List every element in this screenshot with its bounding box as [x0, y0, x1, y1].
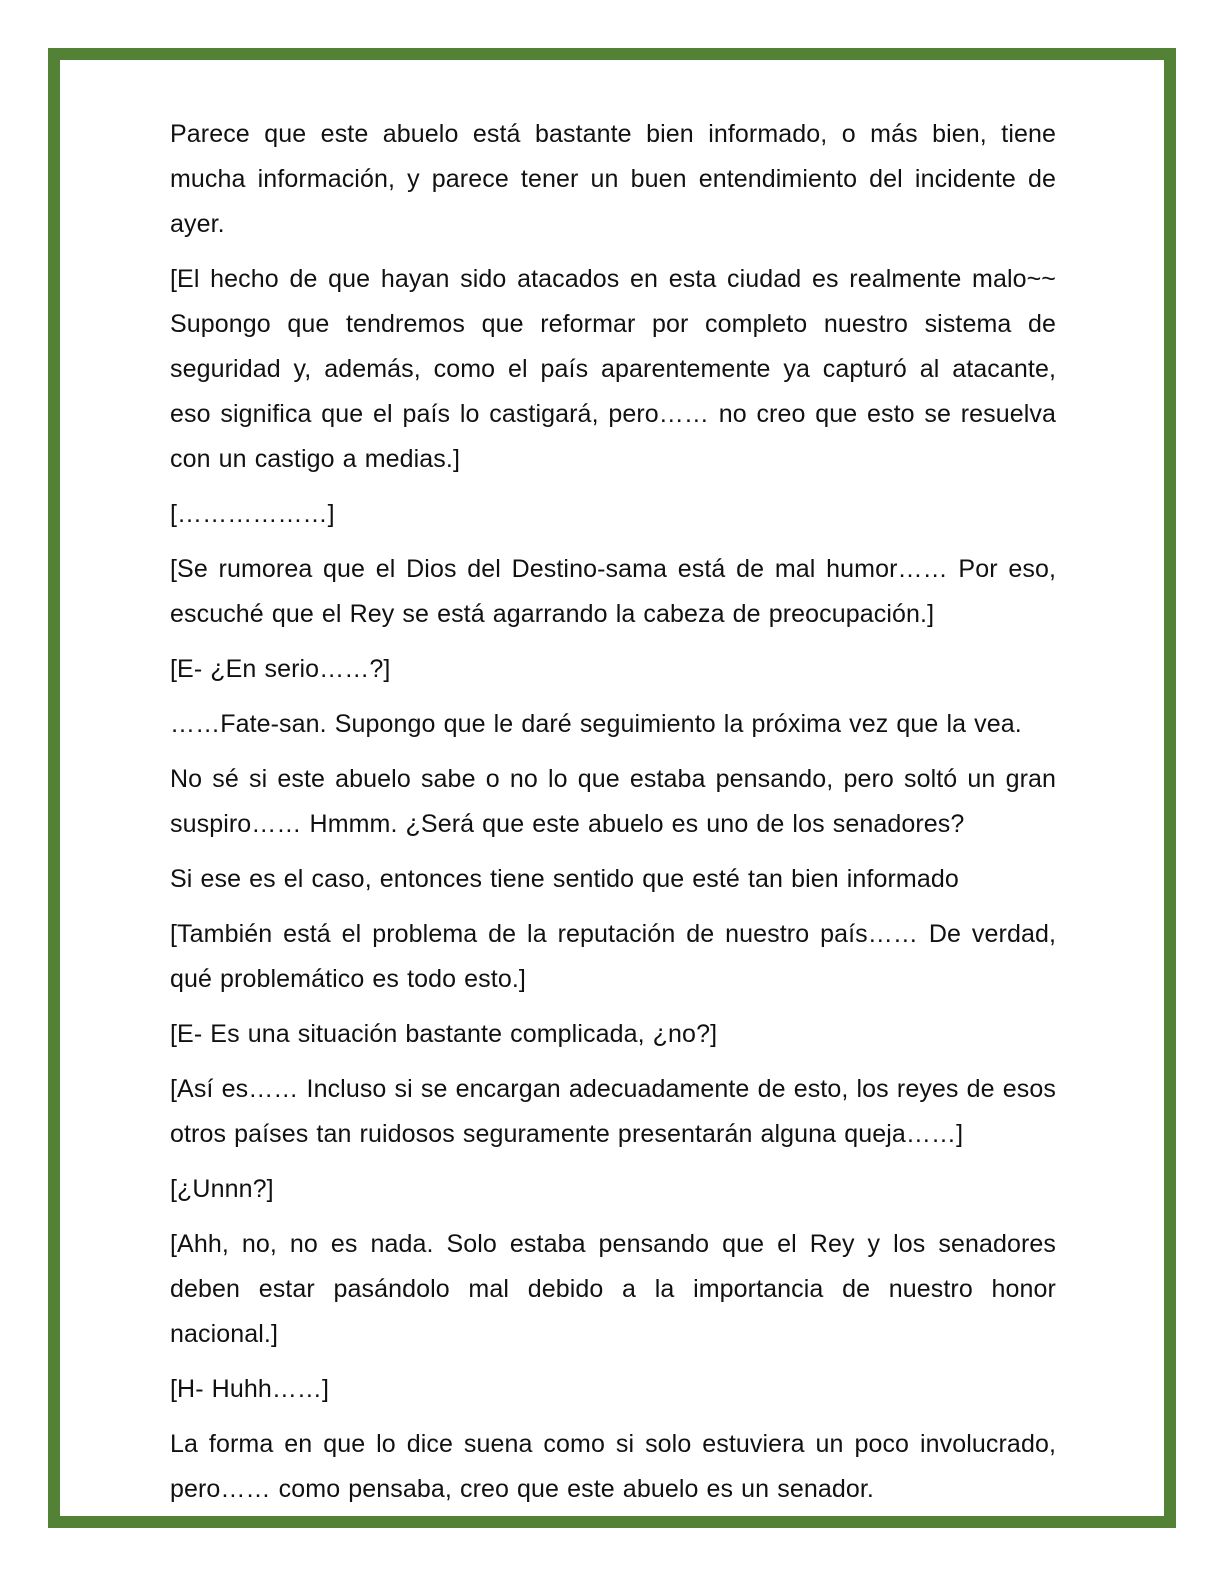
paragraph: [E- Es una situación bastante complicada, ¿no?] [170, 1020, 718, 1048]
paragraph: [Se rumorea que el Dios del Destino-sama está de mal humor…… Por eso, escuché que el Rey se está agarrando la cabeza de preocupación.] [170, 555, 1056, 628]
paragraph: ……Fate-san. Supongo que le daré seguimiento la próxima vez que la vea. [170, 710, 1022, 738]
paragraph: [El hecho de que hayan sido atacados en esta ciudad es realmente malo~~ Supongo que tendremos que reformar por completo nuestro sistema de seguridad y, además, como el país aparentemente ya capturó al atacante, eso significa que el país lo castigará, pero…… no creo que esto se resuelva con un castigo a medias.] [170, 265, 1056, 473]
page-frame [48, 48, 1176, 1528]
paragraph: [………………] [170, 500, 335, 528]
paragraph: [Así es…… Incluso si se encargan adecuadamente de esto, los reyes de esos otros países tan ruidosos seguramente presentarán alguna queja……] [170, 1075, 1056, 1148]
paragraph: [También está el problema de la reputación de nuestro país…… De verdad, qué problemático es todo esto.] [170, 920, 1056, 993]
paragraph: La forma en que lo dice suena como si solo estuviera un poco involucrado, pero…… como pensaba, creo que este abuelo es un senador. [170, 1430, 1056, 1503]
paragraph: Si ese es el caso, entonces tiene sentido que esté tan bien informado [170, 865, 959, 893]
paragraph: [Ahh, no, no es nada. Solo estaba pensando que el Rey y los senadores deben estar pasándolo mal debido a la importancia de nuestro honor nacional.] [170, 1230, 1056, 1348]
paragraph: No sé si este abuelo sabe o no lo que estaba pensando, pero soltó un gran suspiro…… Hmmm. ¿Será que este abuelo es uno de los senadores? [170, 765, 1056, 838]
paragraph: [H- Huhh……] [170, 1375, 330, 1403]
text-content [170, 112, 1056, 1522]
paragraph: [¿Unnn?] [170, 1175, 274, 1203]
paragraph: Parece que este abuelo está bastante bien informado, o más bien, tiene mucha información, y parece tener un buen entendimiento del incidente de ayer. [170, 120, 1056, 238]
paragraph: [E- ¿En serio……?] [170, 655, 391, 683]
